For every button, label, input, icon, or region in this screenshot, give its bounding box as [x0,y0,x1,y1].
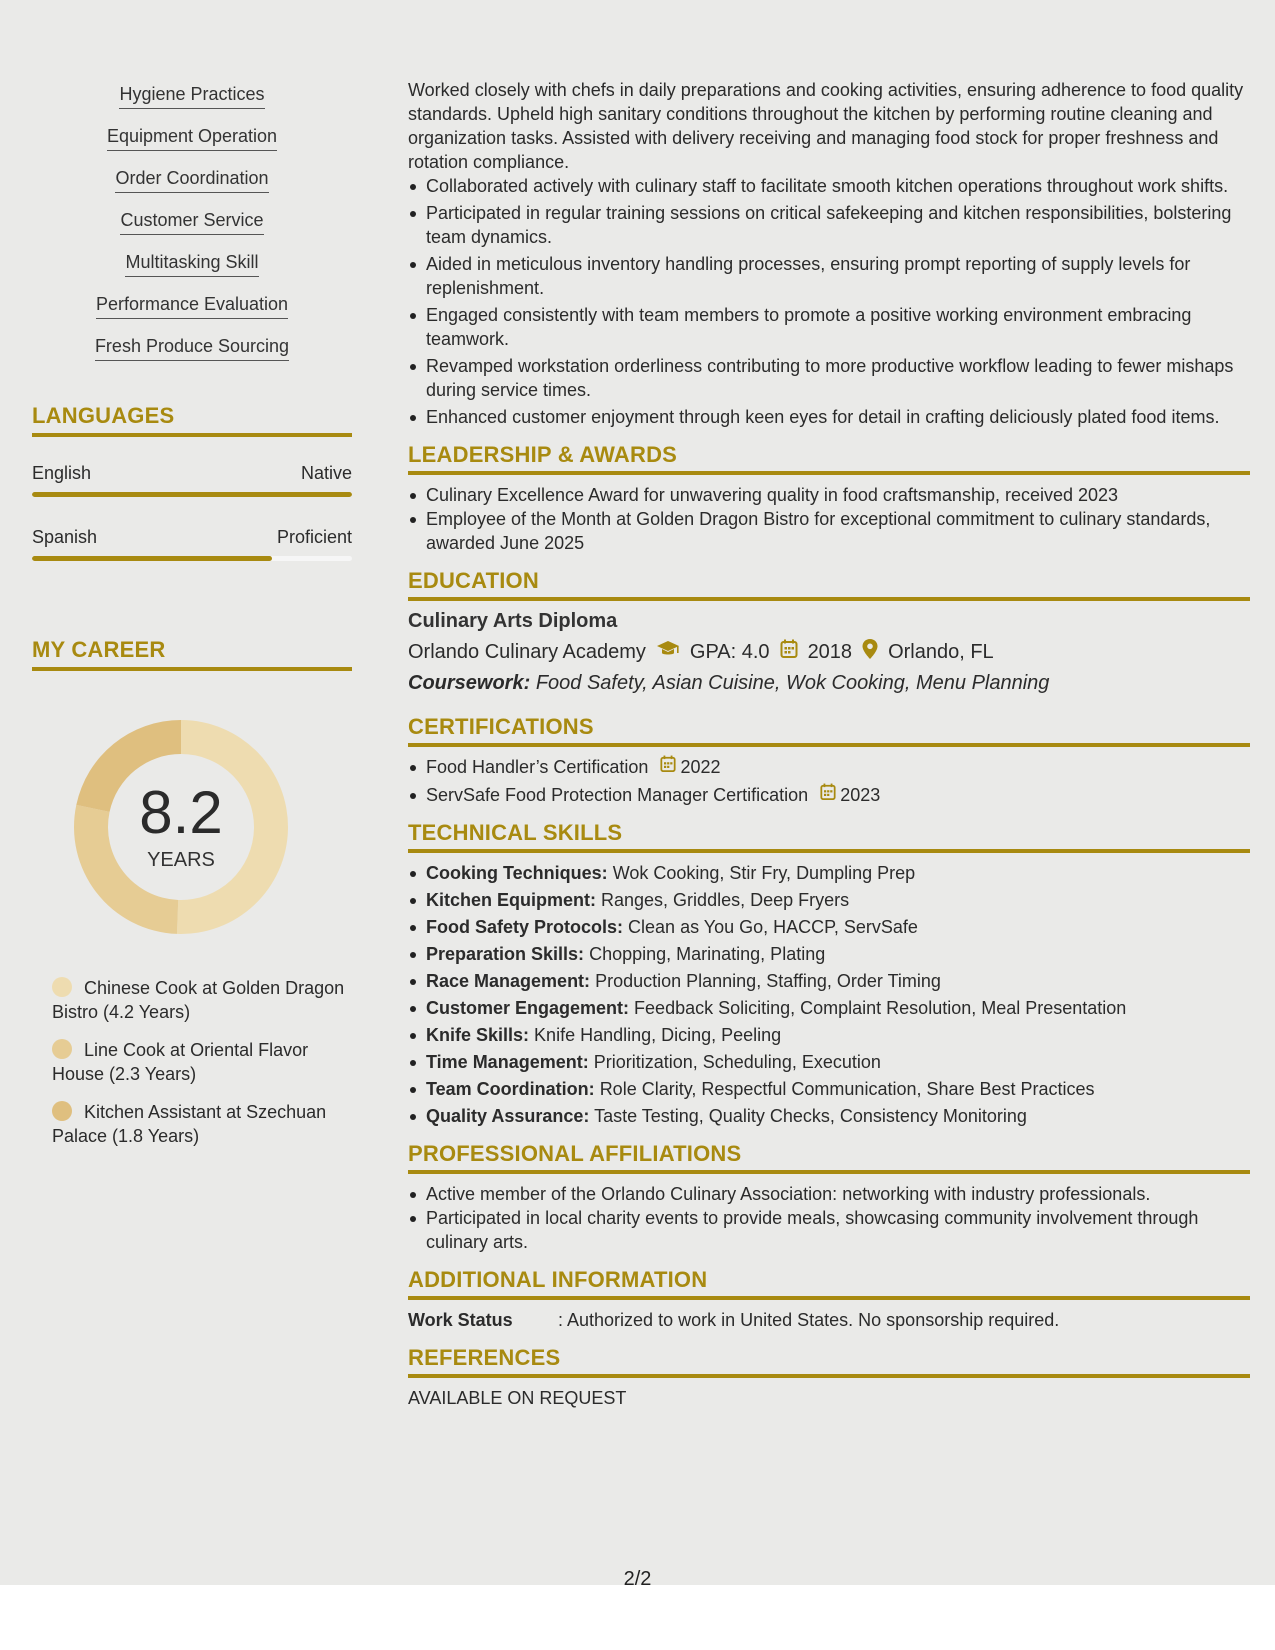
coursework [408,671,1250,695]
references-heading: REFERENCES [408,1346,1250,1378]
legend-dot [52,1101,72,1121]
technical-skill-item: Knife Skills: Knife Handling, Dicing, Peeling [408,1023,1250,1047]
affiliation-item: Active member of the Orlando Culinary Association: networking with industry professionals. [408,1182,1250,1206]
experience-bullet: Enhanced customer enjoyment through keen eyes for detail in crafting deliciously plated food items. [408,405,1250,429]
certification-year: 2022 [680,757,721,777]
languages-section [32,403,352,561]
page-number: 2/2 [623,1568,652,1590]
skill-item: Order Coordination [32,168,352,193]
affiliations-section [408,1142,1250,1254]
work-status-row [408,1308,1250,1332]
certification-year: 2023 [840,785,881,805]
additional-info-section [408,1268,1250,1332]
skill-item: Hygiene Practices [32,84,352,109]
certification-name: ServSafe Food Protection Manager Certification [426,785,809,805]
leadership-list [408,483,1250,555]
leadership-section [408,443,1250,555]
experience-bullet: Participated in regular training sessions on critical safekeeping and kitchen responsibilities, bolstering team dynamics. [408,201,1250,249]
technical-skills-heading: TECHNICAL SKILLS [408,821,1250,853]
donut-center [66,712,296,942]
coursework-label: Coursework: [408,672,531,694]
calendar-icon [820,783,836,807]
affiliations-heading: PROFESSIONAL AFFILIATIONS [408,1142,1250,1174]
technical-skill-item: Race Management: Production Planning, Staffing, Order Timing [408,969,1250,993]
skill-item: Fresh Produce Sourcing [32,336,352,361]
language-bar-fill [32,492,352,497]
graduation-year: 2018 [807,641,853,663]
certification-list [408,755,1250,807]
work-status-value: : Authorized to work in United States. No sponsorship required. [558,1310,1060,1330]
language-row [32,463,352,484]
career-legend-item: Chinese Cook at Golden Dragon Bistro (4.2 Years) [52,978,345,1022]
legend-dot [52,977,72,997]
experience-bullets [408,174,1250,429]
experience-bullet: Aided in meticulous inventory handling processes, ensuring prompt reporting of supply levels for replenishment. [408,252,1250,300]
degree-title: Culinary Arts Diploma [408,610,618,632]
leadership-item: Employee of the Month at Golden Dragon Bistro for exceptional commitment to culinary standards, awarded June 2025 [408,507,1250,555]
certifications-heading: CERTIFICATIONS [408,715,1250,747]
school-location: Orlando, FL [888,641,994,663]
certifications-section [408,715,1250,807]
skill-item: Multitasking Skill [32,252,352,277]
skill-item: Equipment Operation [32,126,352,151]
skill-list [32,84,352,361]
skill-item: Customer Service [32,210,352,235]
language-bar-fill [32,556,272,561]
technical-skill-item: Time Management: Prioritization, Scheduling, Execution [408,1050,1250,1074]
graduation-cap-icon [656,640,680,664]
language-bar [32,492,352,497]
career-heading: MY CAREER [32,637,352,671]
language-level: Native [300,463,352,483]
additional-info-heading: ADDITIONAL INFORMATION [408,1268,1250,1300]
experience-bullet: Collaborated actively with culinary staff to facilitate smooth kitchen operations throughout work shifts. [408,174,1250,198]
career-total-unit: YEARS [147,848,215,871]
calendar-icon [780,639,798,665]
technical-skills-section [408,821,1250,1128]
technical-skill-item: Quality Assurance: Taste Testing, Quality Checks, Consistency Monitoring [408,1104,1250,1128]
right-column [408,78,1250,1410]
career-donut-chart [66,712,296,942]
certification-item [408,783,1250,807]
languages-heading: LANGUAGES [32,403,352,437]
certification-item [408,755,1250,779]
gpa-value: GPA: 4.0 [689,641,770,663]
skill-item: Performance Evaluation [32,294,352,319]
leadership-item: Culinary Excellence Award for unwavering quality in food craftsmanship, received 2023 [408,483,1250,507]
language-bar [32,556,352,561]
technical-skills-list [408,861,1250,1128]
language-name: Spanish [32,527,98,547]
career-legend [52,976,352,1148]
technical-skill-item: Preparation Skills: Chopping, Marinating, Plating [408,942,1250,966]
career-legend-item: Line Cook at Oriental Flavor House (2.3 Years) [52,1040,309,1084]
language-name: English [32,463,92,483]
experience-summary: Worked closely with chefs in daily preparations and cooking activities, ensuring adherence to food quality standards. Upheld high sanitary conditions throughout the kitchen by performing routine cleaning and organization tasks. Assisted with delivery receiving and managing food stock for proper freshness and rotation compliance. [408,80,1244,172]
certification-name: Food Handler’s Certification [426,757,649,777]
location-pin-icon [862,639,878,665]
technical-skill-item: Food Safety Protocols: Clean as You Go, HACCP, ServSafe [408,915,1250,939]
coursework-value: Food Safety, Asian Cuisine, Wok Cooking, Menu Planning [535,672,1050,694]
technical-skill-item: Cooking Techniques: Wok Cooking, Stir Fry, Dumpling Prep [408,861,1250,885]
school-name: Orlando Culinary Academy [408,641,646,663]
affiliations-list [408,1182,1250,1254]
experience-bullet: Engaged consistently with team members to promote a positive working environment embracing teamwork. [408,303,1250,351]
career-legend-item: Kitchen Assistant at Szechuan Palace (1.8 Years) [52,1102,327,1146]
education-heading: EDUCATION [408,569,1250,601]
technical-skill-item: Customer Engagement: Feedback Soliciting, Complaint Resolution, Meal Presentation [408,996,1250,1020]
technical-skill-item: Kitchen Equipment: Ranges, Griddles, Deep Fryers [408,888,1250,912]
left-column [32,84,352,1162]
experience-bullet: Revamped workstation orderliness contributing to more productive workflow leading to fewer mishaps during service times. [408,354,1250,402]
leadership-heading: LEADERSHIP & AWARDS [408,443,1250,475]
language-level: Proficient [276,527,352,547]
career-total-years: 8.2 [139,778,223,846]
career-section [32,637,352,1148]
references-section [408,1346,1250,1410]
education-section [408,569,1250,695]
language-row [32,527,352,548]
education-meta [408,639,1250,665]
affiliation-item: Participated in local charity events to provide meals, showcasing community involvement through culinary arts. [408,1206,1250,1254]
work-status-label: Work Status [408,1310,513,1330]
legend-dot [52,1039,72,1059]
references-text: AVAILABLE ON REQUEST [408,1388,627,1408]
technical-skill-item: Team Coordination: Role Clarity, Respectful Communication, Share Best Practices [408,1077,1250,1101]
calendar-icon [660,755,676,779]
